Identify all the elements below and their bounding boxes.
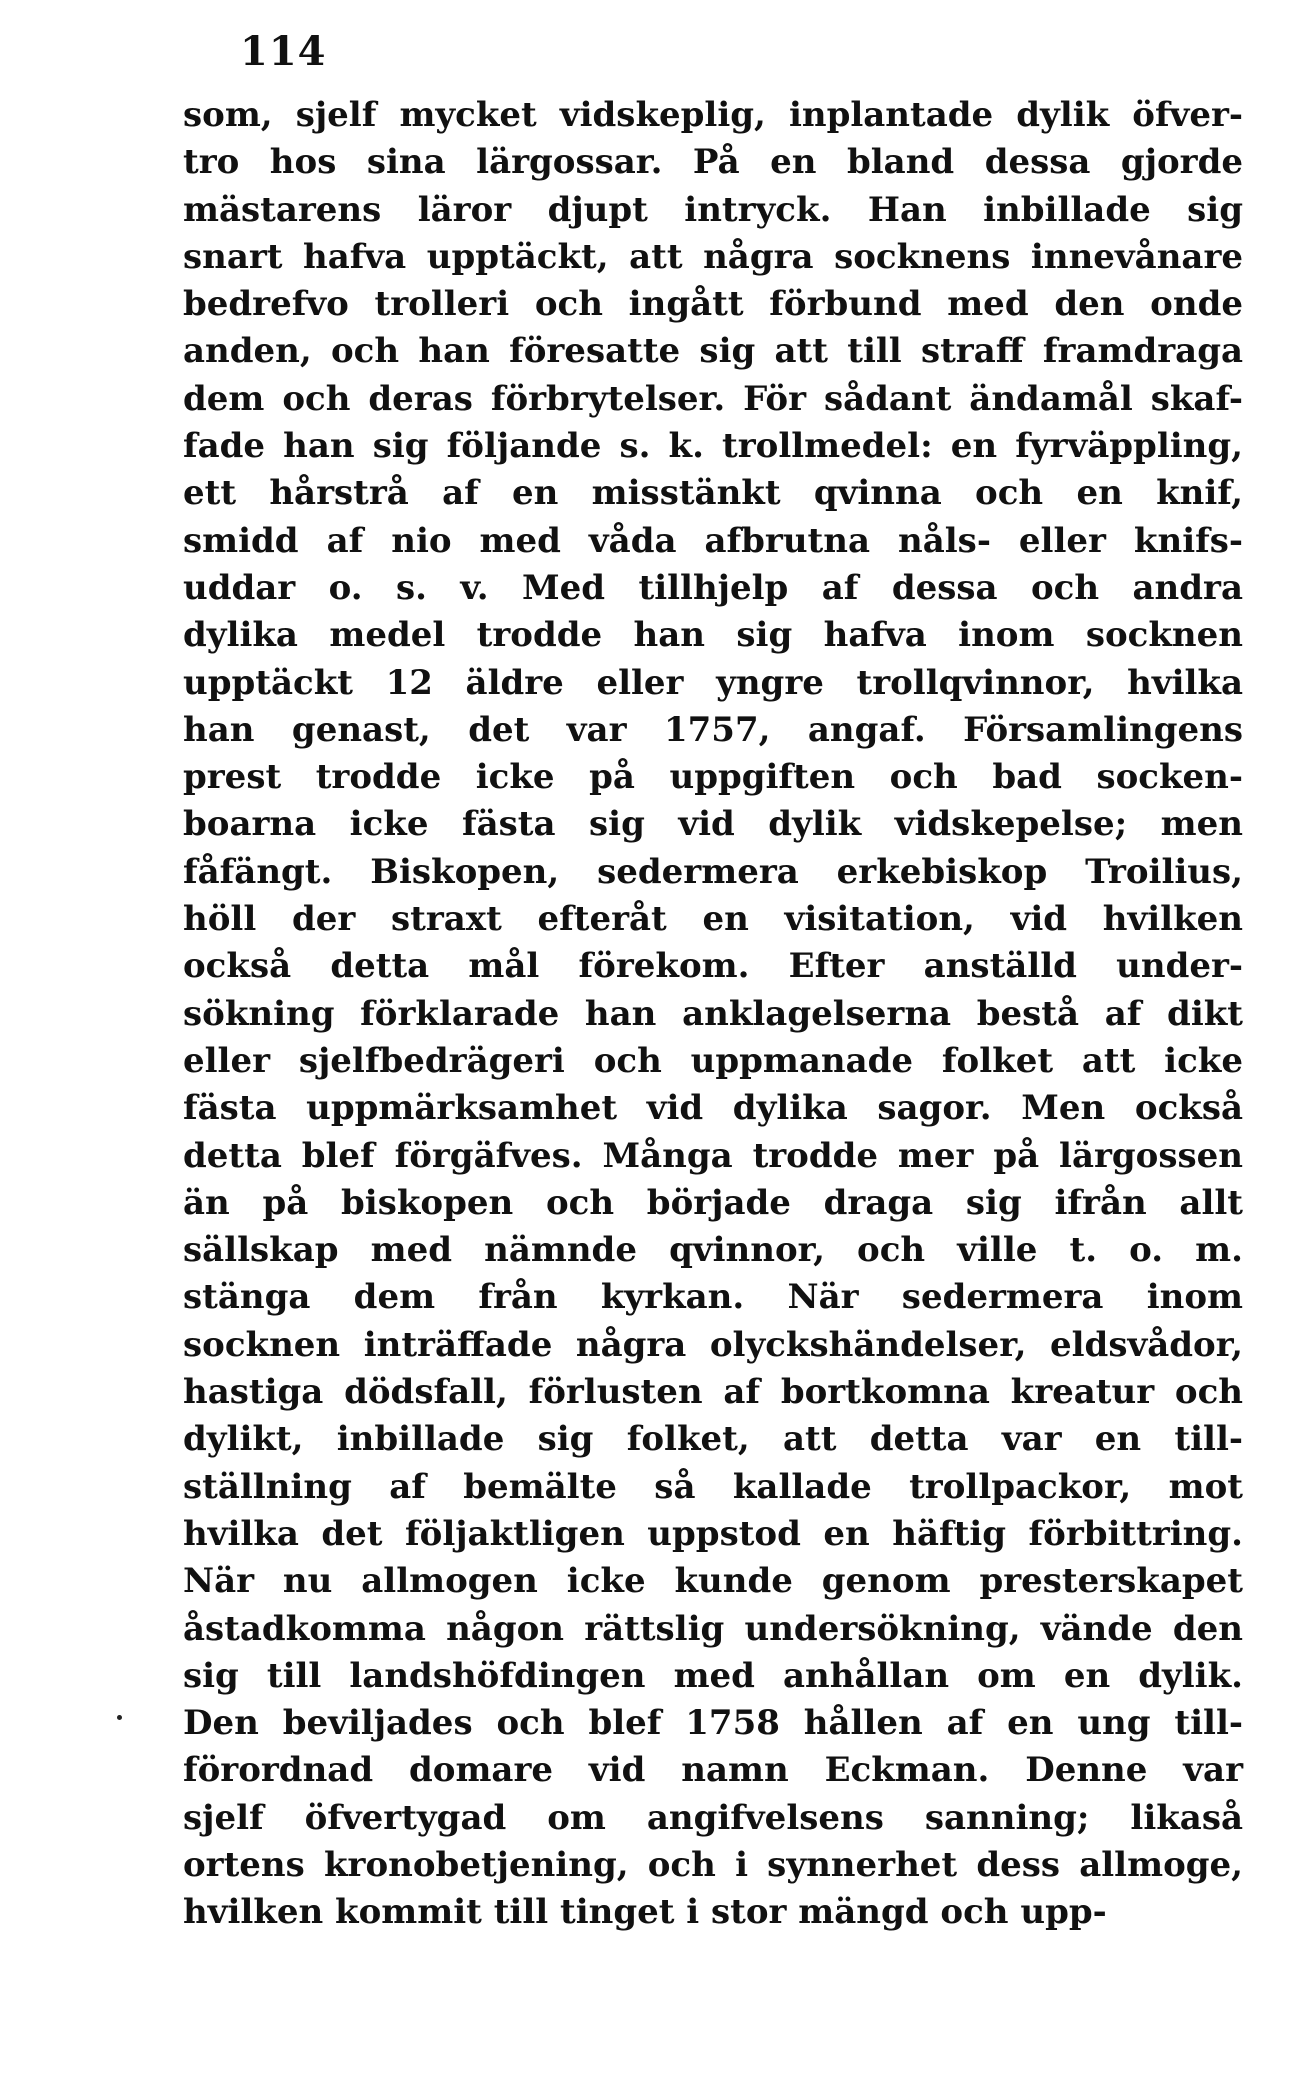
text-line: mästarens läror djupt intryck. Han inbillade sig <box>183 189 1243 230</box>
text-line: hastiga dödsfall, förlusten af bortkomna kreatur och <box>183 1372 1243 1413</box>
page-number: 114 <box>240 28 327 75</box>
text-line: hvilka det följaktligen uppstod en häftig förbittring. <box>183 1513 1243 1554</box>
text-line: fåfängt. Biskopen, sedermera erkebiskop Troilius, <box>183 851 1243 892</box>
text-line: sökning förklarade han anklagelserna bestå af dikt <box>183 993 1243 1034</box>
text-line: ställning af bemälte så kallade trollpackor, mot <box>183 1466 1243 1507</box>
text-line: smidd af nio med våda afbrutna nåls- eller knifs- <box>183 520 1243 561</box>
text-line: sig till landshöfdingen med anhållan om en dylik. <box>183 1655 1243 1696</box>
text-line: hvilken kommit till tinget i stor mängd och upp- <box>183 1892 1107 1933</box>
text-line: detta blef förgäfves. Många trodde mer på lärgossen <box>183 1135 1243 1176</box>
margin-mark <box>117 1715 122 1720</box>
text-line: ett hårstrå af en misstänkt qvinna och en knif, <box>183 473 1243 514</box>
text-line: ortens kronobetjening, och i synnerhet dess allmoge, <box>183 1844 1243 1885</box>
text-line: som, sjelf mycket vidskeplig, inplantade dylik öfver- <box>183 95 1243 135</box>
text-line: tro hos sina lärgossar. På en bland dessa gjorde <box>183 142 1243 183</box>
text-line: dylika medel trodde han sig hafva inom socknen <box>183 615 1243 656</box>
body-text <box>183 92 1243 1937</box>
text-line: prest trodde icke på uppgiften och bad socken- <box>183 757 1243 798</box>
text-line: socknen inträffade några olyckshändelser, eldsvådor, <box>183 1324 1243 1365</box>
text-line: dem och deras förbrytelser. För sådant ändamål skaf- <box>183 378 1243 419</box>
text-line: boarna icke fästa sig vid dylik vidskepelse; men <box>183 804 1243 845</box>
text-line: höll der straxt efteråt en visitation, vid hvilken <box>183 899 1243 940</box>
text-line: förordnad domare vid namn Eckman. Denne var <box>183 1750 1243 1791</box>
text-line: än på biskopen och började draga sig ifrån allt <box>183 1182 1243 1223</box>
text-line: fade han sig följande s. k. trollmedel: en fyrväppling, <box>183 426 1243 467</box>
text-line: fästa uppmärksamhet vid dylika sagor. Men också <box>183 1088 1243 1129</box>
text-line: uddar o. s. v. Med tillhjelp af dessa och andra <box>183 567 1243 608</box>
text-line: eller sjelfbedrägeri och uppmanade folket att icke <box>183 1040 1243 1081</box>
text-line: åstadkomma någon rättslig undersökning, vände den <box>183 1608 1243 1649</box>
text-line: bedrefvo trolleri och ingått förbund med den onde <box>183 284 1243 325</box>
text-line: upptäckt 12 äldre eller yngre trollqvinnor, hvilka <box>183 662 1243 703</box>
text-line: sällskap med nämnde qvinnor, och ville t. o. m. <box>183 1230 1243 1271</box>
text-line: stänga dem från kyrkan. När sedermera inom <box>183 1277 1243 1318</box>
text-line: När nu allmogen icke kunde genom presterskapet <box>183 1561 1243 1602</box>
text-line: snart hafva upptäckt, att några socknens innevånare <box>183 236 1243 277</box>
text-line: dylikt, inbillade sig folket, att detta var en till- <box>183 1419 1243 1460</box>
text-line: han genast, det var 1757, angaf. Församlingens <box>183 709 1243 750</box>
text-line: sjelf öfvertygad om angifvelsens sanning; likaså <box>183 1797 1243 1838</box>
text-line: anden, och han föresatte sig att till straff framdraga <box>183 331 1243 372</box>
text-line: Den beviljades och blef 1758 hållen af en ung till- <box>183 1703 1243 1744</box>
text-line: också detta mål förekom. Efter anställd under- <box>183 946 1243 987</box>
